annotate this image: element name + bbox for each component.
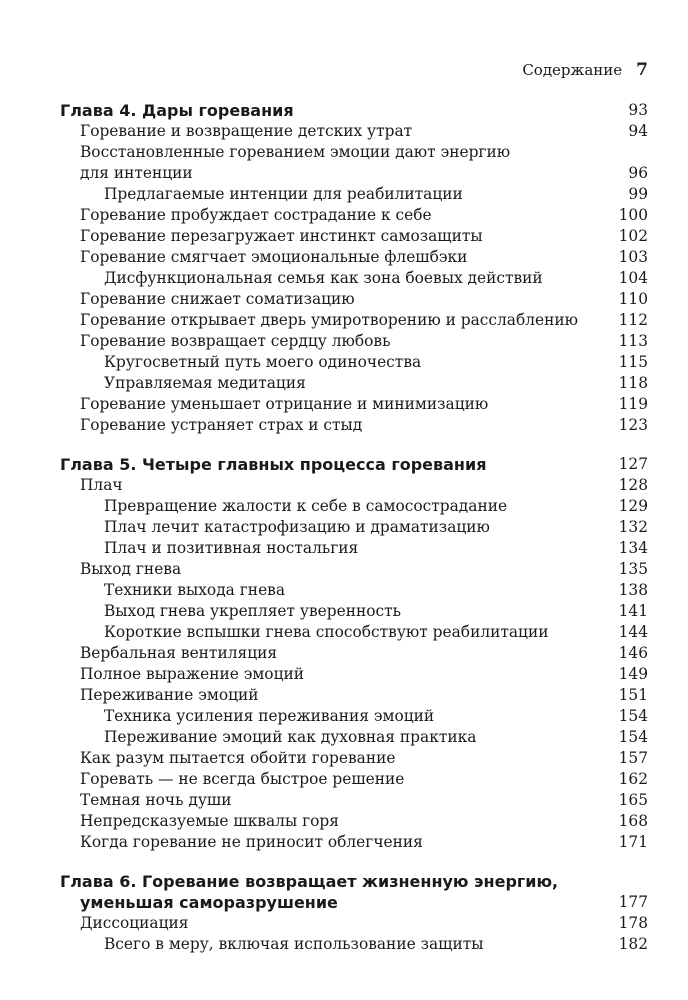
toc-entry[interactable] xyxy=(60,142,648,163)
toc-entry[interactable] xyxy=(60,310,648,331)
entry-page: 104 xyxy=(618,269,648,287)
entry-title: Восстановленные гореванием эмоции дают энергию xyxy=(80,143,511,161)
running-head-section: Содержание xyxy=(522,61,623,79)
entry-page: 178 xyxy=(618,914,648,932)
entry-title: Техники выхода гнева xyxy=(104,581,286,599)
entry-page: 138 xyxy=(618,581,648,599)
entry-page: 96 xyxy=(628,164,648,182)
running-head xyxy=(522,60,648,80)
toc-subentry[interactable] xyxy=(60,538,648,559)
toc-entry[interactable] xyxy=(60,769,648,790)
entry-title: Горевание возвращает сердцу любовь xyxy=(80,332,391,350)
entry-page: 115 xyxy=(618,353,648,371)
section-gap xyxy=(60,853,648,871)
chapter-4-heading[interactable] xyxy=(60,100,648,121)
entry-page: 102 xyxy=(618,227,648,245)
toc-entry[interactable] xyxy=(60,226,648,247)
toc-subentry[interactable] xyxy=(60,706,648,727)
entry-page: 129 xyxy=(618,497,648,515)
toc-entry[interactable] xyxy=(60,685,648,706)
entry-title: Как разум пытается обойти горевание xyxy=(80,749,396,767)
entry-page: 157 xyxy=(618,749,648,767)
entry-page: 118 xyxy=(618,374,648,392)
chapter-6-heading-continued[interactable] xyxy=(60,892,648,913)
toc-subentry[interactable] xyxy=(60,517,648,538)
toc-entry[interactable] xyxy=(60,247,648,268)
toc-subentry[interactable] xyxy=(60,601,648,622)
entry-title: Всего в меру, включая использование защиты xyxy=(104,935,484,953)
toc-subentry[interactable] xyxy=(60,727,648,748)
entry-title: Горевание открывает дверь умиротворению и расслаблению xyxy=(80,311,579,329)
chapter-page: 93 xyxy=(628,101,648,119)
entry-page: 110 xyxy=(618,290,648,308)
entry-page: 168 xyxy=(618,812,648,830)
toc-entry[interactable] xyxy=(60,790,648,811)
toc-subentry[interactable] xyxy=(60,934,648,955)
page-number: 7 xyxy=(636,60,648,80)
chapter-title: Глава 5. Четыре главных процесса горевания xyxy=(60,455,487,474)
entry-page: 151 xyxy=(618,686,648,704)
chapter-title: Глава 4. Дары горевания xyxy=(60,101,294,120)
toc-subentry[interactable] xyxy=(60,373,648,394)
entry-title: Плач и позитивная ностальгия xyxy=(104,539,359,557)
toc-entry[interactable] xyxy=(60,643,648,664)
entry-title: Вербальная вентиляция xyxy=(80,644,278,662)
entry-page: 135 xyxy=(618,560,648,578)
entry-title: Кругосветный путь моего одиночества xyxy=(104,353,422,371)
entry-title: Непредсказуемые шквалы горя xyxy=(80,812,339,830)
entry-title: Горевание перезагружает инстинкт самозащиты xyxy=(80,227,483,245)
entry-page: 144 xyxy=(618,623,648,641)
entry-title: Горевание устраняет страх и стыд xyxy=(80,416,363,434)
entry-title: Горевание снижает соматизацию xyxy=(80,290,355,308)
entry-page: 119 xyxy=(618,395,648,413)
entry-title: Переживание эмоций xyxy=(80,686,259,704)
toc-subentry[interactable] xyxy=(60,268,648,289)
toc-entry[interactable] xyxy=(60,121,648,142)
toc-entry[interactable] xyxy=(60,559,648,580)
entry-page: 103 xyxy=(618,248,648,266)
toc-entry-continued[interactable] xyxy=(60,163,648,184)
entry-page: 146 xyxy=(618,644,648,662)
toc-subentry[interactable] xyxy=(60,352,648,373)
entry-title: Горевание смягчает эмоциональные флешбэки xyxy=(80,248,468,266)
entry-title: Выход гнева укрепляет уверенность xyxy=(104,602,402,620)
toc-entry[interactable] xyxy=(60,415,648,436)
entry-page: 149 xyxy=(618,665,648,683)
entry-title: Горевание пробуждает сострадание к себе xyxy=(80,206,432,224)
table-of-contents xyxy=(60,100,648,955)
entry-title: Полное выражение эмоций xyxy=(80,665,304,683)
toc-subentry[interactable] xyxy=(60,580,648,601)
entry-page: 132 xyxy=(618,518,648,536)
entry-title: Выход гнева xyxy=(80,560,182,578)
chapter-5-heading[interactable] xyxy=(60,454,648,475)
entry-page: 134 xyxy=(618,539,648,557)
toc-entry[interactable] xyxy=(60,205,648,226)
entry-title-continued: для интенции xyxy=(80,164,193,182)
entry-title: Диссоциация xyxy=(80,914,189,932)
entry-title: Горевать — не всегда быстрое решение xyxy=(80,770,405,788)
entry-title: Дисфункциональная семья как зона боевых действий xyxy=(104,269,543,287)
entry-title: Плач лечит катастрофизацию и драматизацию xyxy=(104,518,490,536)
entry-title: Превращение жалости к себе в самосострадание xyxy=(104,497,508,515)
toc-entry[interactable] xyxy=(60,664,648,685)
entry-title: Управляемая медитация xyxy=(104,374,306,392)
entry-title: Горевание уменьшает отрицание и минимизацию xyxy=(80,395,489,413)
toc-entry[interactable] xyxy=(60,394,648,415)
toc-entry[interactable] xyxy=(60,289,648,310)
chapter-page: 127 xyxy=(618,455,648,473)
toc-subentry[interactable] xyxy=(60,496,648,517)
entry-page: 99 xyxy=(628,185,648,203)
toc-subentry[interactable] xyxy=(60,184,648,205)
entry-page: 141 xyxy=(618,602,648,620)
toc-entry[interactable] xyxy=(60,832,648,853)
entry-page: 100 xyxy=(618,206,648,224)
entry-page: 94 xyxy=(628,122,648,140)
entry-title: Переживание эмоций как духовная практика xyxy=(104,728,477,746)
chapter-title: Глава 6. Горевание возвращает жизненную энергию, xyxy=(60,872,559,891)
entry-page: 154 xyxy=(618,707,648,725)
toc-entry[interactable] xyxy=(60,748,648,769)
entry-page: 154 xyxy=(618,728,648,746)
chapter-title-continued: уменьшая саморазрушение xyxy=(80,893,338,912)
entry-page: 182 xyxy=(618,935,648,953)
entry-title: Темная ночь души xyxy=(80,791,232,809)
entry-page: 171 xyxy=(618,833,648,851)
entry-page: 113 xyxy=(618,332,648,350)
toc-entry[interactable] xyxy=(60,913,648,934)
entry-title: Техника усиления переживания эмоций xyxy=(104,707,435,725)
entry-page: 128 xyxy=(618,476,648,494)
chapter-6-heading[interactable] xyxy=(60,871,648,892)
toc-subentry[interactable] xyxy=(60,622,648,643)
toc-entry[interactable] xyxy=(60,475,648,496)
chapter-page: 177 xyxy=(618,893,648,911)
entry-page: 162 xyxy=(618,770,648,788)
entry-title: Горевание и возвращение детских утрат xyxy=(80,122,413,140)
entry-page: 165 xyxy=(618,791,648,809)
entry-title: Плач xyxy=(80,476,123,494)
entry-title: Предлагаемые интенции для реабилитации xyxy=(104,185,463,203)
entry-title: Когда горевание не приносит облегчения xyxy=(80,833,423,851)
toc-entry[interactable] xyxy=(60,811,648,832)
entry-title: Короткие вспышки гнева способствуют реабилитации xyxy=(104,623,549,641)
toc-entry[interactable] xyxy=(60,331,648,352)
section-gap xyxy=(60,436,648,454)
entry-page: 112 xyxy=(618,311,648,329)
entry-page: 123 xyxy=(618,416,648,434)
